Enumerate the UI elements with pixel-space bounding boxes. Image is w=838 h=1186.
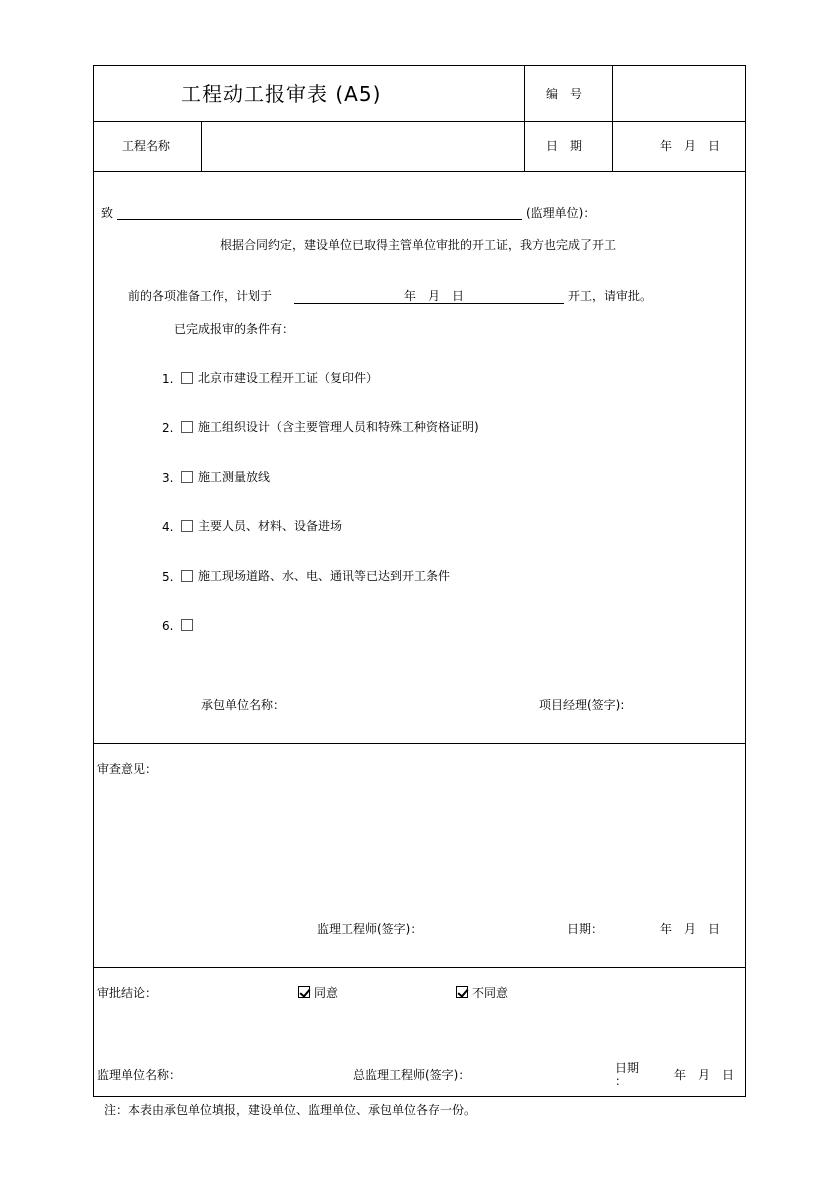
approval-date-value[interactable]: 年 月 日 (674, 1068, 735, 1082)
condition-2-checkbox[interactable] (181, 421, 193, 433)
contractor-label: 承包单位名称： (201, 698, 286, 712)
condition-1-text: 北京市建设工程开工证（复印件） (198, 371, 379, 385)
number-label: 编 号 (546, 87, 583, 101)
condition-3-text: 施工测量放线 (198, 470, 271, 484)
engineer-signature-label: 监理工程师(签字)： (317, 922, 423, 936)
conditions-intro: 已完成报审的条件有： (174, 322, 295, 336)
project-name-label: 工程名称 (122, 139, 171, 153)
review-opinion-field[interactable] (100, 781, 740, 911)
column-divider (612, 66, 613, 171)
row-divider (94, 121, 745, 122)
review-label: 审查意见： (97, 762, 158, 776)
project-manager-label: 项目经理(签字): (539, 698, 625, 712)
disagree-label: 不同意 (472, 986, 509, 1000)
condition-4-number: 4. (162, 520, 174, 534)
column-divider (201, 121, 202, 171)
form-code: (A5) (335, 82, 382, 106)
approval-label: 审批结论： (97, 986, 158, 1000)
number-field[interactable] (614, 68, 744, 120)
condition-2-number: 2. (162, 421, 174, 435)
paragraph-line-1: 根据合同约定，建设单位已取得主管单位审批的开工证，我方也完成了开工 (220, 238, 617, 252)
review-date-label: 日期： (567, 922, 604, 936)
paragraph-line-2-suffix: 开工，请审批。 (568, 289, 653, 303)
planned-date-field[interactable]: 年 月 日 (404, 289, 465, 303)
row-divider (94, 743, 745, 744)
condition-1-checkbox[interactable] (181, 372, 193, 384)
project-name-field[interactable] (204, 123, 522, 169)
to-label: 致 (101, 206, 114, 220)
supervisor-unit-suffix: (监理单位)： (526, 206, 596, 220)
approval-date-label-line2: ： (615, 1074, 628, 1088)
footer-note: 注：本表由承包单位填报，建设单位、监理单位、承包单位各存一份。 (104, 1103, 477, 1117)
paragraph-line-2-prefix: 前的各项准备工作，计划于 (128, 289, 273, 303)
supervisor-unit-field[interactable] (117, 219, 522, 220)
agree-label: 同意 (314, 986, 339, 1000)
chief-engineer-signature-label: 总监理工程师(签字)： (353, 1068, 471, 1082)
approval-form (93, 65, 746, 1097)
condition-5-checkbox[interactable] (181, 570, 193, 582)
condition-5-text: 施工现场道路、水、电、通讯等已达到开工条件 (198, 569, 451, 583)
condition-4-text: 主要人员、材料、设备进场 (198, 519, 343, 533)
column-divider (524, 66, 525, 171)
date-label: 日 期 (546, 139, 583, 153)
planned-date-underline (294, 303, 564, 304)
condition-1-number: 1. (162, 372, 174, 386)
review-date-value[interactable]: 年 月 日 (660, 922, 721, 936)
condition-4-checkbox[interactable] (181, 520, 193, 532)
condition-3-number: 3. (162, 471, 174, 485)
supervisor-unit-name-label: 监理单位名称： (97, 1068, 182, 1082)
form-title-text: 工程动工报审表 (181, 82, 328, 106)
condition-6-number: 6. (162, 619, 174, 633)
approval-date-label-line1: 日期 (615, 1061, 640, 1075)
row-divider (94, 967, 745, 968)
condition-6-checkbox[interactable] (181, 619, 193, 631)
date-value[interactable]: 年 月 日 (660, 139, 721, 153)
row-divider (94, 171, 745, 172)
form-title (181, 84, 381, 104)
condition-2-text: 施工组织设计（含主要管理人员和特殊工种资格证明) (198, 420, 479, 434)
disagree-checkbox[interactable] (456, 986, 468, 998)
condition-3-checkbox[interactable] (181, 471, 193, 483)
condition-5-number: 5. (162, 570, 174, 584)
agree-checkbox[interactable] (298, 986, 310, 998)
